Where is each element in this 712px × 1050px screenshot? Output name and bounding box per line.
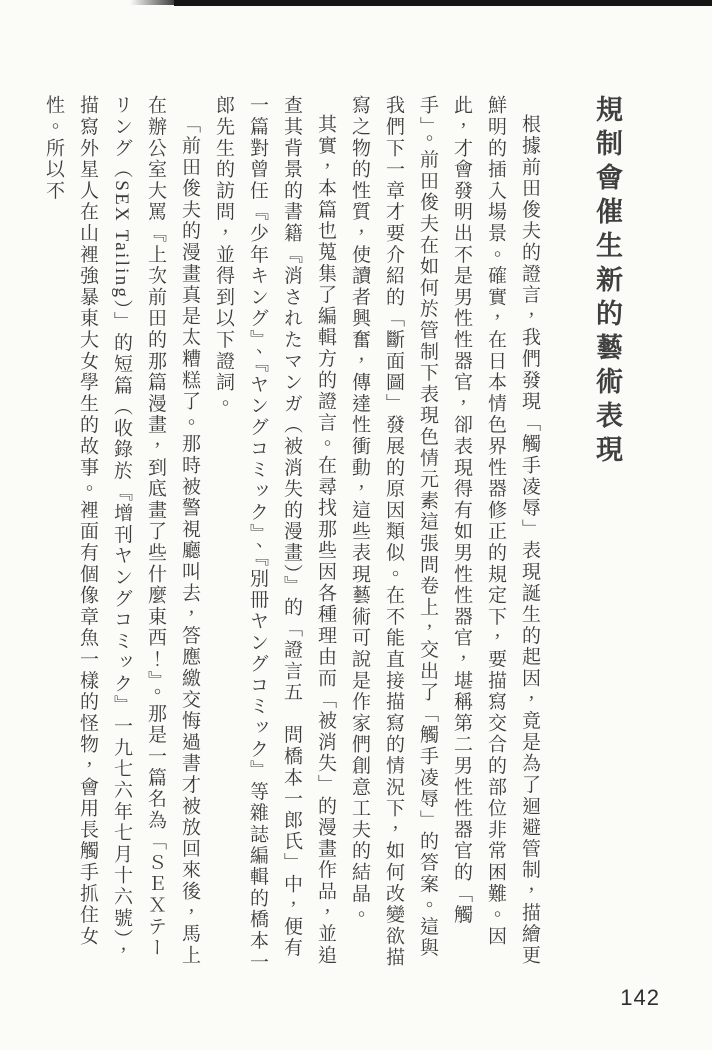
body-paragraph-2: 其實，本篇也蒐集了編輯方的證言。在尋找那些因各種理由而「被消失」的漫畫作品，並追查其背景的書籍『消されたマンガ（被消失的漫畫）』的「證言五 問橋本一郎氏」中，便有一篇對曾任『少年キング』、『ヤングコミック』、『別冊ヤングコミック』等雜誌編輯的橋本一郎先生的訪問，並得到以下證詞。 [213,95,336,973]
scan-artifact-strip [174,0,712,6]
body-paragraph-1: 根據前田俊夫的證言，我們發現「觸手凌辱」表現誕生的起因，竟是為了迴避管制，描繪更鮮明的插入場景。確實，在日本情色界性器修正的規定下，要描寫交合的部位非常困難。因此，才會發明出不是男性性器官，卻表現得有如男性性器官，堪稱第二男性性器官的「觸手」。前田俊夫在如何於管制下表現色情元素這張問卷上，交出了「觸手凌辱」的答案。這與我們下一章才要介紹的「斷面圖」發展的原因類似。在不能直接描寫的情況下，如何改變欲描寫之物的性質，使讀者興奮，傳達性衝動，這些表現藝術可說是作家們創意工夫的結晶。 [349,95,540,969]
page-number: 142 [620,985,660,1010]
section-title: 規制會催生新的藝術表現 [592,95,622,469]
scan-artifact-strip-fade [130,0,176,5]
vertical-text-block [36,95,624,979]
body-paragraph-3: 「前田俊夫的漫畫真是太糟糕了。那時被警視廳叫去，答應繳交悔過書才被放回來後，馬上在辦公室大罵『上次前田的那篇漫畫，到底畫了些什麼東西！』。那是一篇名為「ＳＥＸテーリング（SEX Tailing）」的短篇（收錄於『增刊ヤングコミック』一九七六年七月十六號），描寫外星人在山裡強暴東大女學生的故事。裡面有個像章魚一樣的怪物，會用長觸手抓住女性。所以不 [43,95,200,966]
